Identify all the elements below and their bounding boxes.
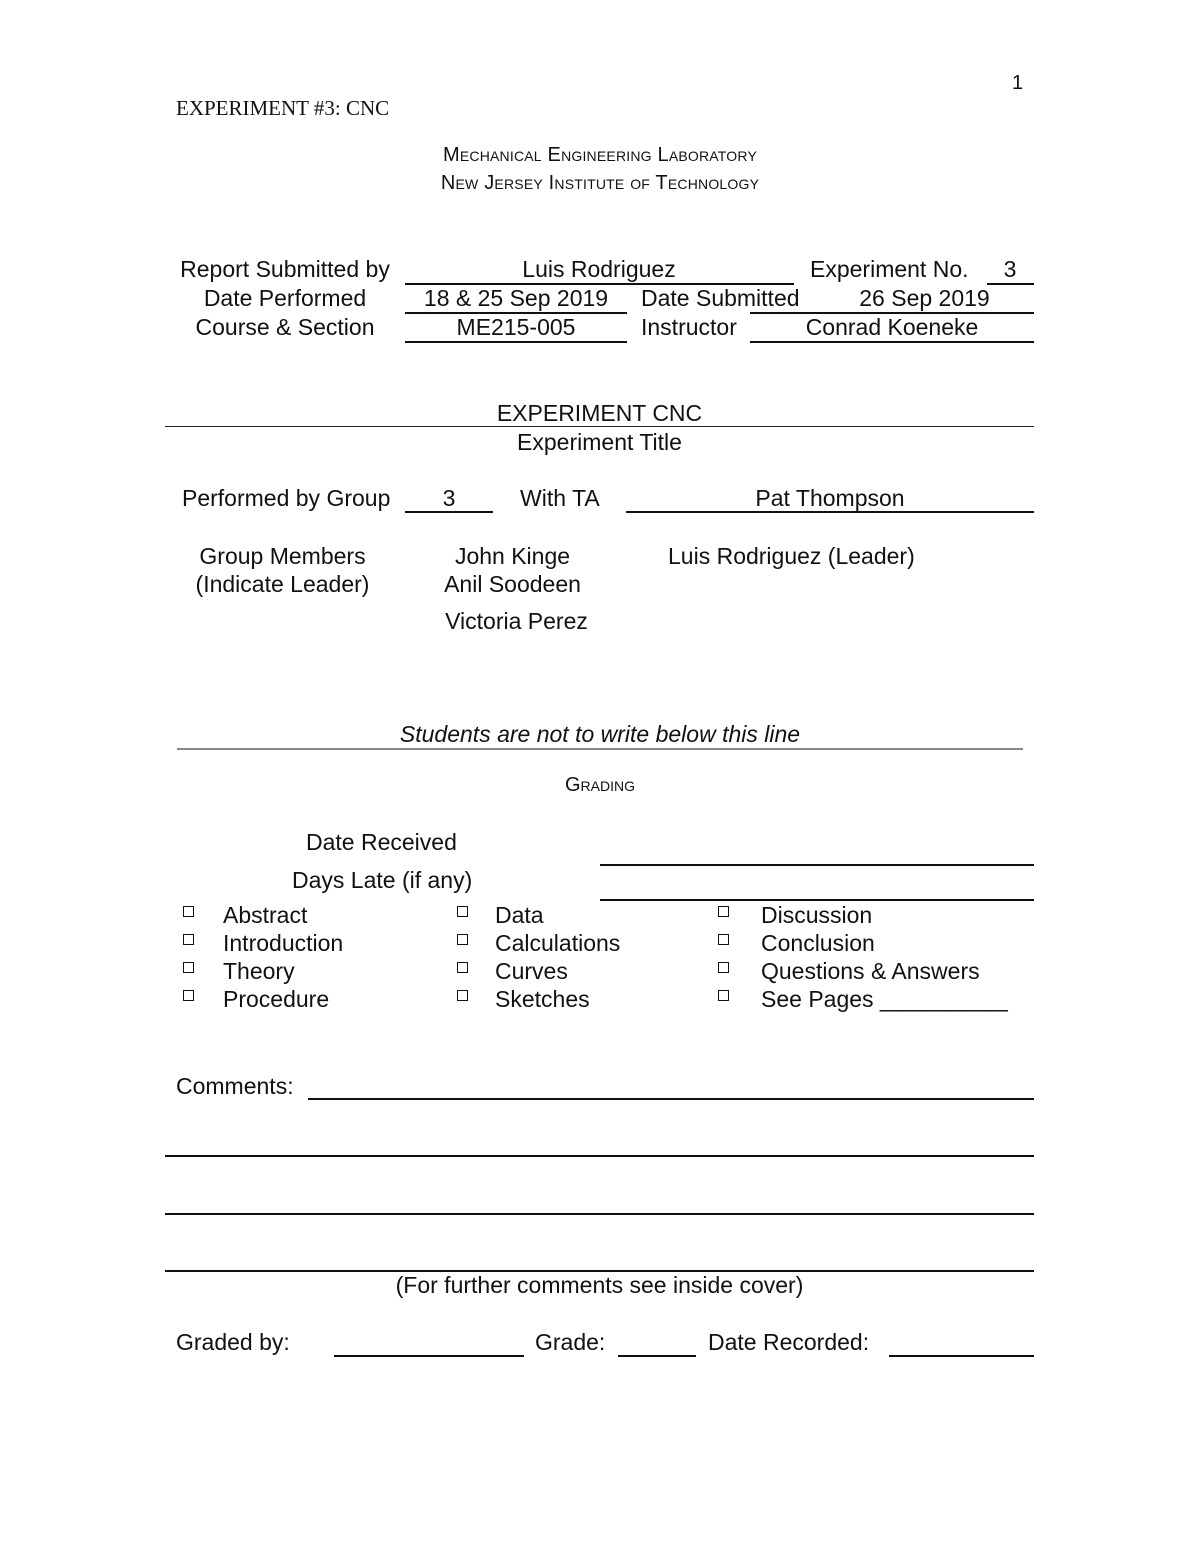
grading-notice: Students are not to write below this line [399,721,801,747]
course-section-underline [405,341,627,343]
date-received-label: Date Received [306,829,457,855]
grading-heading: Grading [564,774,635,796]
comments-line-1[interactable] [308,1098,1034,1100]
checkbox-questions-answers[interactable] [718,962,729,973]
grade-label: Grade: [535,1329,606,1355]
group-member[interactable]: John Kinge [454,543,571,569]
date-recorded-field[interactable] [889,1355,1034,1357]
experiment-no-label: Experiment No. [810,256,969,282]
performed-by-group-label: Performed by Group [182,485,391,511]
checklist-item: Curves [495,958,568,984]
grading-separator [177,748,1023,750]
checklist-item: Abstract [223,902,308,928]
checklist-item: Sketches [495,986,590,1012]
checkbox-conclusion[interactable] [718,934,729,945]
group-members-label: Group Members [199,543,366,569]
graded-by-label: Graded by: [176,1329,290,1355]
checklist-item: Calculations [495,930,621,956]
checkbox-calculations[interactable] [457,934,468,945]
checklist-item: Introduction [223,930,344,956]
group-underline [405,511,493,513]
group-member[interactable]: Anil Soodeen [444,571,581,597]
instructor-value[interactable]: Conrad Koeneke [805,314,979,340]
experiment-title-value[interactable]: EXPERIMENT CNC [496,400,703,426]
checklist-item: Procedure [223,986,330,1012]
report-submitted-by-value[interactable]: Luis Rodriguez [522,256,676,282]
date-submitted-value[interactable]: 26 Sep 2019 [859,285,990,311]
experiment-title-caption: Experiment Title [517,429,682,455]
graded-by-field[interactable] [334,1355,524,1357]
date-performed-value[interactable]: 18 & 25 Sep 2019 [423,285,609,311]
checkbox-data[interactable] [457,906,468,917]
further-comments-note: (For further comments see inside cover) [395,1272,804,1298]
institution-university: New Jersey Institute of Technology [440,172,760,194]
checklist-item: Discussion [761,902,873,928]
experiment-title-underline [165,426,1034,427]
checklist-item: See Pages __________ [761,986,1008,1012]
days-late-label: Days Late (if any) [292,867,473,893]
course-section-value[interactable]: ME215-005 [456,314,576,340]
date-recorded-label: Date Recorded: [708,1329,870,1355]
ta-underline [626,511,1034,513]
institution-name: Mechanical Engineering Laboratory [442,144,757,166]
checklist-item: Conclusion [761,930,875,956]
checkbox-introduction[interactable] [183,934,194,945]
group-member-leader[interactable]: Luis Rodriguez (Leader) [668,543,915,569]
running-title: EXPERIMENT #3: CNC [176,96,390,120]
checkbox-curves[interactable] [457,962,468,973]
checkbox-discussion[interactable] [718,906,729,917]
checkbox-see-pages[interactable] [718,990,729,1001]
checkbox-sketches[interactable] [457,990,468,1001]
checkbox-abstract[interactable] [183,906,194,917]
instructor-underline [750,341,1034,343]
checkbox-theory[interactable] [183,962,194,973]
with-ta-label: With TA [520,485,600,511]
course-section-label: Course & Section [195,314,375,340]
checklist-item: Questions & Answers [761,958,980,984]
grade-field[interactable] [618,1355,696,1357]
checklist-item: Data [495,902,544,928]
ta-value[interactable]: Pat Thompson [755,485,905,511]
indicate-leader-label: (Indicate Leader) [195,571,370,597]
group-member[interactable]: Victoria Perez [445,608,588,634]
comments-line-2[interactable] [165,1155,1034,1157]
comments-line-3[interactable] [165,1213,1034,1215]
days-late-field[interactable] [600,899,1034,901]
experiment-no-value[interactable]: 3 [1003,256,1017,282]
checklist-item: Theory [223,958,295,984]
report-submitted-by-label: Report Submitted by [180,256,390,282]
comments-label: Comments: [176,1073,294,1099]
group-value[interactable]: 3 [442,485,456,511]
instructor-label: Instructor [641,314,737,340]
date-received-field[interactable] [600,864,1034,866]
page-number: 1 [1012,72,1024,94]
date-submitted-label: Date Submitted [641,285,800,311]
date-performed-label: Date Performed [203,285,367,311]
checkbox-procedure[interactable] [183,990,194,1001]
